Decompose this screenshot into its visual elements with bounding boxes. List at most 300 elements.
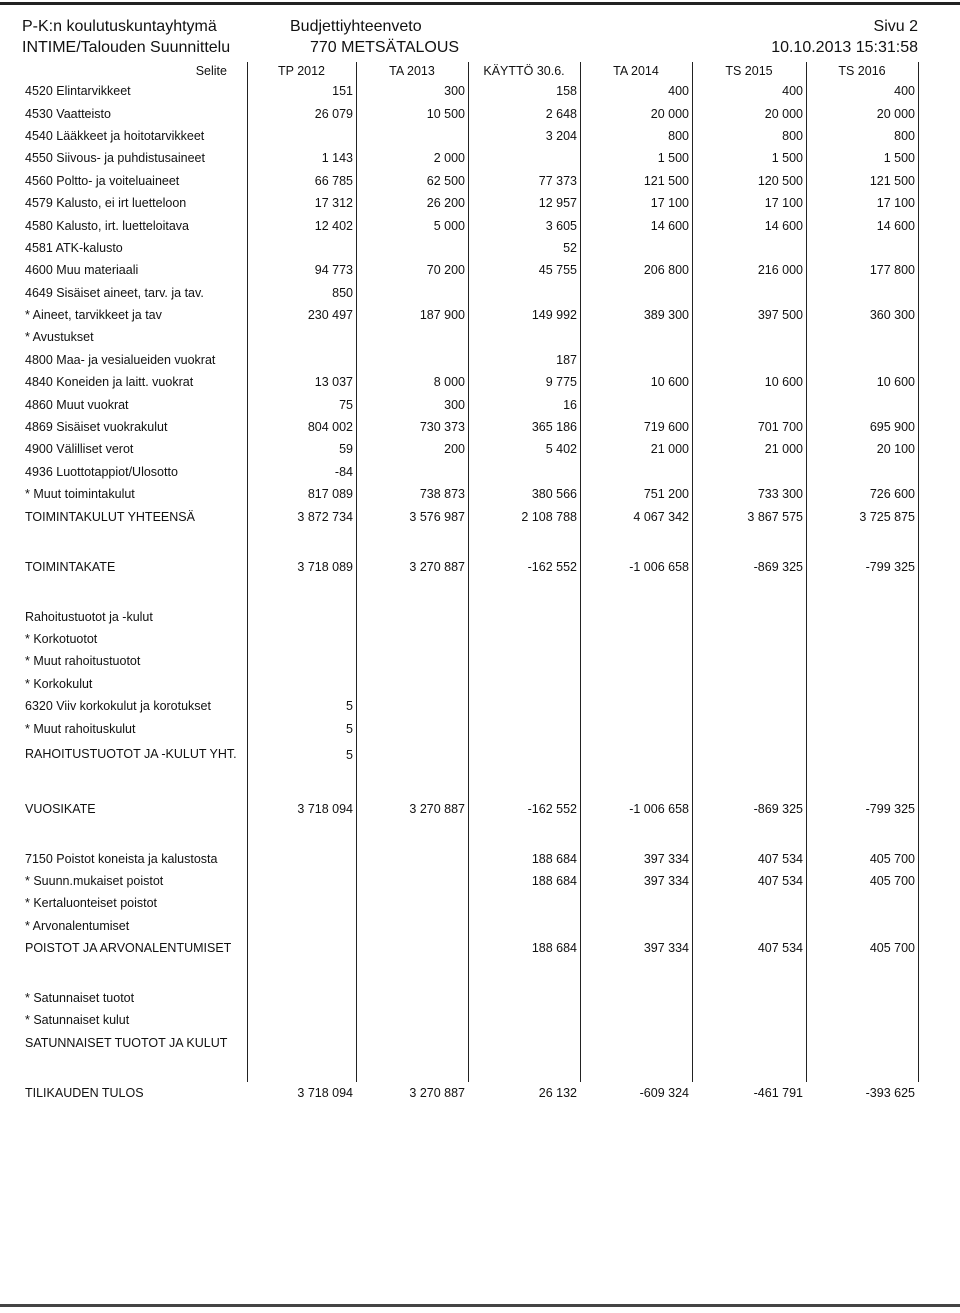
row-value: -609 324: [639, 1085, 689, 1100]
row-value: [247, 628, 356, 650]
row-label: 4520 Elintarvikkeet: [25, 84, 131, 99]
row-value: [468, 740, 580, 770]
row-value: 738 873: [419, 487, 465, 502]
row-value: [692, 820, 806, 848]
row-value: [247, 770, 356, 798]
row-value: -869 325: [753, 801, 803, 816]
row-value: 2 648: [545, 106, 577, 121]
row-label: [22, 770, 247, 798]
row-value: 405 700: [869, 851, 915, 866]
row-value: [692, 695, 806, 717]
row-value: [356, 717, 468, 739]
row-label: TOIMINTAKATE: [25, 559, 116, 574]
row-value: [580, 282, 692, 304]
table-row: [22, 483, 918, 505]
row-value: 121 500: [869, 173, 915, 188]
row-value: [468, 695, 580, 717]
row-value: [468, 673, 580, 695]
row-label: [22, 528, 247, 556]
row-value: -1 006 658: [629, 559, 689, 574]
table-row: [22, 717, 918, 739]
table-row: [22, 820, 918, 848]
row-value: 3 576 987: [409, 509, 465, 524]
row-label: * Korkotuotot: [25, 631, 98, 646]
column-divider: [918, 62, 919, 1082]
row-value: [247, 820, 356, 848]
row-value: 407 534: [757, 941, 803, 956]
row-value: 300: [444, 397, 465, 412]
column-header-row: [22, 62, 918, 80]
row-value: [806, 914, 918, 936]
row-label: * Satunnaiset tuotot: [25, 991, 135, 1006]
row-label: * Kertaluonteiset poistot: [25, 896, 158, 911]
row-value: [247, 1032, 356, 1054]
row-value: [692, 987, 806, 1009]
row-label: 4936 Luottotappiot/Ulosotto: [25, 464, 178, 479]
row-value: [692, 892, 806, 914]
row-value: [692, 237, 806, 259]
row-value: 66 785: [314, 173, 353, 188]
column-header-tp2012: TP 2012: [277, 64, 326, 78]
row-label: * Muut rahoituskulut: [25, 721, 136, 736]
row-value: [356, 820, 468, 848]
row-value: [356, 1054, 468, 1082]
row-value: [468, 282, 580, 304]
table-row: [22, 892, 918, 914]
row-value: [806, 578, 918, 606]
report-datetime: 10.10.2013 15:31:58: [771, 39, 918, 56]
row-value: 200: [444, 442, 465, 457]
row-value: [356, 914, 468, 936]
row-label: * Suunn.mukaiset poistot: [25, 873, 164, 888]
row-value: [806, 528, 918, 556]
row-value: -84: [334, 464, 353, 479]
row-label: 4600 Muu materiaali: [25, 263, 139, 278]
row-value: 188 684: [531, 851, 577, 866]
row-label: Rahoitustuotot ja -kulut: [25, 609, 153, 624]
row-value: 26 079: [314, 106, 353, 121]
row-value: [806, 282, 918, 304]
row-value: 158: [556, 84, 577, 99]
row-value: [580, 959, 692, 987]
row-value: [356, 740, 468, 770]
org-name: P-K:n koulutuskuntayhtymä: [22, 18, 217, 35]
table-row: [22, 673, 918, 695]
row-value: [247, 237, 356, 259]
row-value: 407 534: [757, 851, 803, 866]
row-value: 3 605: [545, 218, 577, 233]
row-value: 10 600: [764, 375, 803, 390]
row-value: 20 000: [764, 106, 803, 121]
row-value: [468, 461, 580, 483]
row-value: [806, 959, 918, 987]
row-value: [356, 1032, 468, 1054]
row-value: [580, 628, 692, 650]
row-value: 8 000: [433, 375, 465, 390]
row-label: 4560 Poltto- ja voiteluaineet: [25, 173, 180, 188]
row-value: 16: [563, 397, 577, 412]
row-label: * Satunnaiset kulut: [25, 1013, 130, 1028]
row-value: 151: [332, 84, 353, 99]
row-label: 4530 Vaatteisto: [25, 106, 111, 121]
row-value: [247, 1054, 356, 1082]
row-value: [806, 1009, 918, 1031]
row-value: 804 002: [307, 420, 353, 435]
row-value: 365 186: [531, 420, 577, 435]
table-row: [22, 282, 918, 304]
row-value: [468, 326, 580, 348]
row-value: -799 325: [865, 801, 915, 816]
table-row: [22, 102, 918, 124]
row-value: 188 684: [531, 941, 577, 956]
row-value: [356, 847, 468, 869]
column-header-ta2014: TA 2014: [613, 64, 659, 78]
row-value: 400: [894, 84, 915, 99]
table-row: [22, 628, 918, 650]
row-label: 4900 Välilliset verot: [25, 442, 134, 457]
row-value: [580, 461, 692, 483]
table-row: [22, 214, 918, 236]
system-name: INTIME/Talouden Suunnittelu: [22, 39, 231, 56]
row-value: 360 300: [869, 308, 915, 323]
row-label: 4580 Kalusto, irt. luetteloitava: [25, 218, 189, 233]
row-value: [580, 892, 692, 914]
table-row: [22, 1009, 918, 1031]
row-value: 10 500: [426, 106, 465, 121]
row-value: [247, 125, 356, 147]
row-value: [580, 740, 692, 770]
row-value: [247, 673, 356, 695]
row-value: 400: [782, 84, 803, 99]
row-value: [247, 326, 356, 348]
row-label: VUOSIKATE: [25, 801, 96, 816]
table-row: [22, 914, 918, 936]
row-value: 5 402: [545, 442, 577, 457]
row-value: [692, 1054, 806, 1082]
row-value: [468, 959, 580, 987]
row-value: 26 200: [426, 196, 465, 211]
row-label: 4869 Sisäiset vuokrakulut: [25, 420, 168, 435]
row-value: [580, 1054, 692, 1082]
row-value: [247, 987, 356, 1009]
row-value: -393 625: [865, 1085, 915, 1100]
row-value: 120 500: [757, 173, 803, 188]
row-value: 10 600: [650, 375, 689, 390]
row-value: [806, 605, 918, 627]
table-row: [22, 528, 918, 556]
row-value: 3 270 887: [409, 1085, 465, 1100]
row-value: [356, 605, 468, 627]
row-value: [806, 326, 918, 348]
row-value: 21 000: [650, 442, 689, 457]
row-value: [356, 125, 468, 147]
row-label: * Arvonalentumiset: [25, 918, 130, 933]
row-value: 3 718 094: [297, 1085, 353, 1100]
row-value: [692, 1009, 806, 1031]
row-value: 1 500: [771, 151, 803, 166]
row-value: 800: [668, 128, 689, 143]
row-value: 188 684: [531, 873, 577, 888]
row-value: 75: [339, 397, 353, 412]
row-value: 397 500: [757, 308, 803, 323]
row-label: 7150 Poistot koneista ja kalustosta: [25, 851, 218, 866]
row-value: 20 000: [650, 106, 689, 121]
row-value: -799 325: [865, 559, 915, 574]
row-value: [247, 349, 356, 371]
row-value: [692, 959, 806, 987]
row-value: [468, 1054, 580, 1082]
table-row: [22, 555, 918, 577]
row-value: [468, 820, 580, 848]
row-label: POISTOT JA ARVONALENTUMISET: [25, 941, 232, 956]
row-value: 3 270 887: [409, 801, 465, 816]
row-value: 397 334: [643, 851, 689, 866]
table-row: [22, 770, 918, 798]
unit-name: 770 METSÄTALOUS: [310, 39, 460, 56]
row-value: [806, 673, 918, 695]
row-value: [806, 1032, 918, 1054]
row-value: 59: [339, 442, 353, 457]
row-value: [806, 349, 918, 371]
row-value: 389 300: [643, 308, 689, 323]
row-value: 800: [782, 128, 803, 143]
row-value: 121 500: [643, 173, 689, 188]
row-value: 3 718 089: [297, 559, 353, 574]
table-row: [22, 797, 918, 819]
row-value: 397 334: [643, 873, 689, 888]
row-value: -162 552: [527, 801, 577, 816]
row-label: TILIKAUDEN TULOS: [25, 1085, 144, 1100]
row-value: 177 800: [869, 263, 915, 278]
column-header-ts2015: TS 2015: [725, 64, 773, 78]
bottom-border: [0, 1304, 960, 1307]
row-value: 3 725 875: [859, 509, 915, 524]
row-value: [468, 628, 580, 650]
row-value: [692, 393, 806, 415]
row-label: SATUNNAISET TUOTOT JA KULUT: [25, 1035, 228, 1050]
row-label: 4649 Sisäiset aineet, tarv. ja tav.: [25, 285, 204, 300]
row-value: 4 067 342: [633, 509, 689, 524]
row-value: 719 600: [643, 420, 689, 435]
table-row: [22, 461, 918, 483]
row-value: 3 204: [545, 128, 577, 143]
row-value: -869 325: [753, 559, 803, 574]
table-row: [22, 371, 918, 393]
row-value: [356, 578, 468, 606]
row-value: [806, 393, 918, 415]
row-value: [468, 717, 580, 739]
row-value: [356, 628, 468, 650]
row-label: [22, 1054, 247, 1082]
row-value: 17 100: [876, 196, 915, 211]
row-value: 405 700: [869, 941, 915, 956]
row-value: [356, 870, 468, 892]
row-value: [356, 1009, 468, 1031]
row-value: [247, 870, 356, 892]
row-value: [580, 717, 692, 739]
row-value: [580, 650, 692, 672]
budget-table: [22, 62, 918, 1104]
row-value: [580, 914, 692, 936]
row-value: 12 957: [538, 196, 577, 211]
row-value: 70 200: [426, 263, 465, 278]
row-label: 4800 Maa- ja vesialueiden vuokrat: [25, 352, 216, 367]
row-value: [806, 770, 918, 798]
row-value: 21 000: [764, 442, 803, 457]
column-header-kaytto: KÄYTTÖ 30.6.: [483, 64, 565, 78]
row-value: [692, 528, 806, 556]
row-value: [806, 461, 918, 483]
row-value: [580, 987, 692, 1009]
row-value: [468, 528, 580, 556]
row-value: 17 312: [314, 196, 353, 211]
row-value: 13 037: [314, 375, 353, 390]
row-value: 52: [563, 240, 577, 255]
table-row: [22, 192, 918, 214]
row-value: 817 089: [307, 487, 353, 502]
row-value: 94 773: [314, 263, 353, 278]
row-value: [692, 578, 806, 606]
row-value: 17 100: [764, 196, 803, 211]
row-value: 695 900: [869, 420, 915, 435]
row-value: [806, 237, 918, 259]
column-header-ta2013: TA 2013: [389, 64, 435, 78]
row-value: 5 000: [433, 218, 465, 233]
row-value: 20 100: [876, 442, 915, 457]
row-label: 4579 Kalusto, ei irt luetteloon: [25, 196, 187, 211]
row-value: [806, 695, 918, 717]
row-value: -1 006 658: [629, 801, 689, 816]
row-value: 701 700: [757, 420, 803, 435]
row-value: [356, 673, 468, 695]
row-value: [692, 717, 806, 739]
row-value: [356, 528, 468, 556]
table-row: [22, 326, 918, 348]
row-value: [692, 461, 806, 483]
row-value: 26 132: [538, 1085, 577, 1100]
row-value: [580, 820, 692, 848]
table-row: [22, 605, 918, 627]
row-value: [356, 461, 468, 483]
row-value: 9 775: [545, 375, 577, 390]
row-value: [356, 695, 468, 717]
row-value: 149 992: [531, 308, 577, 323]
row-value: [580, 578, 692, 606]
row-value: [247, 892, 356, 914]
row-label: RAHOITUSTUOTOT JA -KULUT YHT.: [25, 747, 237, 762]
row-value: 20 000: [876, 106, 915, 121]
column-header-ts2016: TS 2016: [838, 64, 886, 78]
row-value: 751 200: [643, 487, 689, 502]
column-header-selite: Selite: [195, 64, 227, 78]
row-value: [356, 987, 468, 1009]
row-label: 4860 Muut vuokrat: [25, 397, 129, 412]
row-value: 45 755: [538, 263, 577, 278]
row-value: 62 500: [426, 173, 465, 188]
row-value: 726 600: [869, 487, 915, 502]
row-value: [580, 393, 692, 415]
row-label: [22, 820, 247, 848]
row-label: * Muut rahoitustuotot: [25, 654, 141, 669]
row-value: [247, 959, 356, 987]
row-value: [692, 673, 806, 695]
row-value: [356, 892, 468, 914]
table-row: [22, 147, 918, 169]
table-row: [22, 578, 918, 606]
row-value: 187: [556, 352, 577, 367]
row-label: * Korkokulut: [25, 676, 93, 691]
report-title: Budjettiyhteenveto: [290, 18, 422, 35]
row-value: [806, 717, 918, 739]
table-row: [22, 847, 918, 869]
row-value: 3 270 887: [409, 559, 465, 574]
table-row: [22, 1054, 918, 1082]
row-value: [580, 528, 692, 556]
row-value: 17 100: [650, 196, 689, 211]
row-value: [356, 770, 468, 798]
row-value: [806, 1054, 918, 1082]
table-row: [22, 416, 918, 438]
row-value: [356, 650, 468, 672]
table-row: [22, 259, 918, 281]
row-value: [692, 770, 806, 798]
row-value: [468, 578, 580, 606]
row-value: [580, 349, 692, 371]
table-row: [22, 438, 918, 460]
row-value: 5: [346, 721, 353, 736]
row-value: 3 718 094: [297, 801, 353, 816]
top-border: [0, 2, 960, 5]
row-value: 405 700: [869, 873, 915, 888]
row-value: 10 600: [876, 375, 915, 390]
table-row: [22, 1032, 918, 1054]
table-row: [22, 650, 918, 672]
row-value: [247, 914, 356, 936]
table-row: [22, 125, 918, 147]
row-value: 407 534: [757, 873, 803, 888]
row-value: [468, 650, 580, 672]
row-value: [692, 282, 806, 304]
row-value: 2 108 788: [521, 509, 577, 524]
row-value: 1 500: [657, 151, 689, 166]
row-value: [468, 892, 580, 914]
row-value: 14 600: [650, 218, 689, 233]
table-row: [22, 237, 918, 259]
row-value: [580, 1032, 692, 1054]
row-value: [468, 1032, 580, 1054]
row-value: [247, 847, 356, 869]
row-value: 3 867 575: [747, 509, 803, 524]
row-label: [22, 959, 247, 987]
row-value: [356, 937, 468, 959]
row-value: 14 600: [764, 218, 803, 233]
row-value: 1 500: [883, 151, 915, 166]
row-value: [692, 605, 806, 627]
row-value: [468, 987, 580, 1009]
row-value: [806, 740, 918, 770]
row-value: [247, 937, 356, 959]
row-value: [806, 892, 918, 914]
row-value: 380 566: [531, 487, 577, 502]
table-row: [22, 505, 918, 527]
row-value: [692, 349, 806, 371]
table-row: [22, 393, 918, 415]
row-value: 1 143: [321, 151, 353, 166]
row-label: TOIMINTAKULUT YHTEENSÄ: [25, 509, 195, 524]
row-value: [580, 326, 692, 348]
row-value: [356, 326, 468, 348]
row-value: 850: [332, 285, 353, 300]
